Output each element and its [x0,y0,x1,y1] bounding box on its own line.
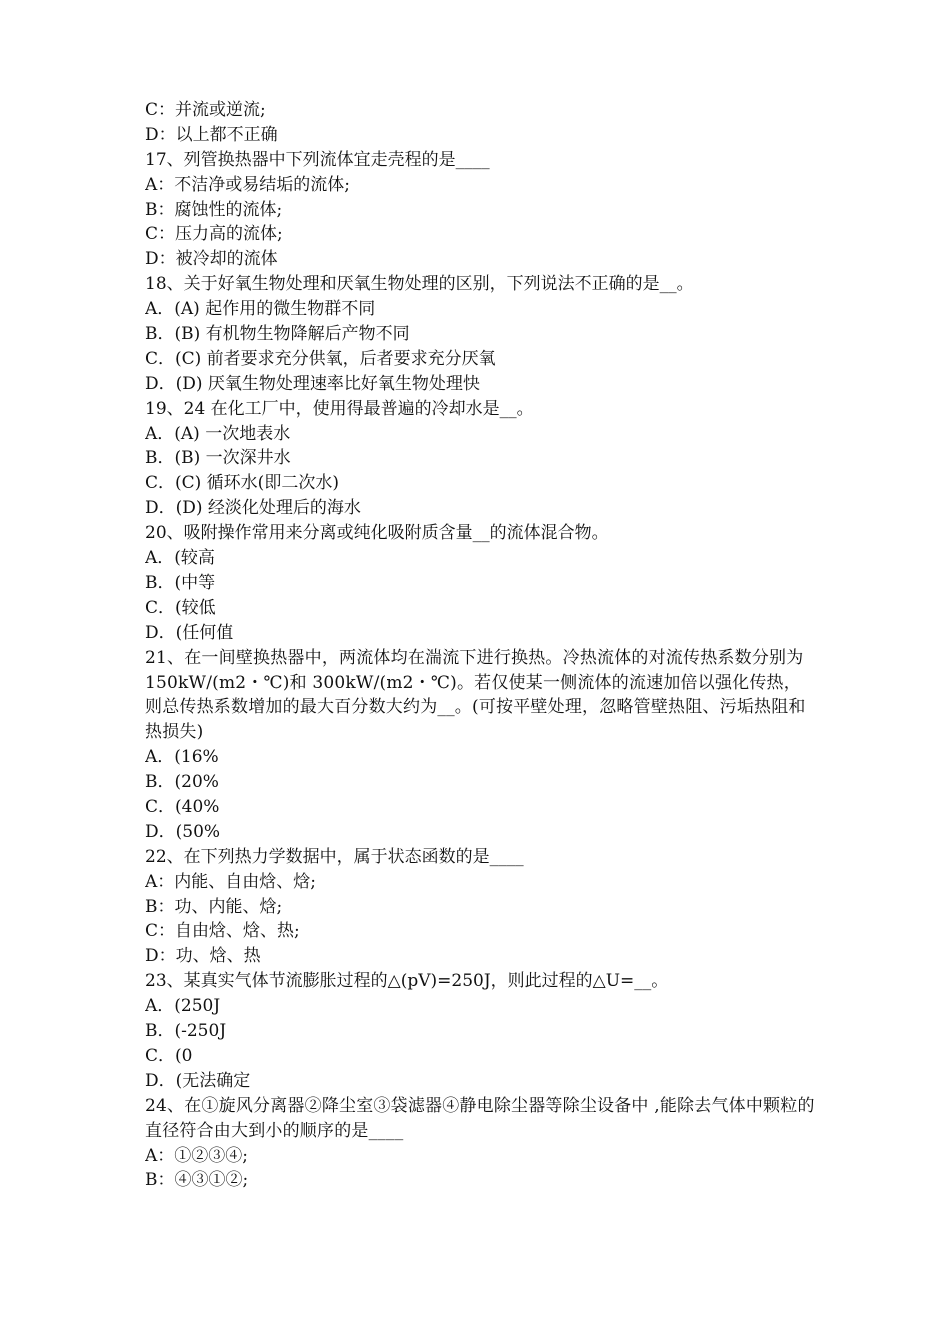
text-line: B：④③①②; [145,1170,249,1191]
text-line: C．(较低 [145,597,216,618]
question-19: 19、24 在化工厂中，使用得最普遍的冷却水是__。 [145,398,534,419]
question-20: 20、吸附操作常用来分离或纯化吸附质含量__的流体混合物。 [145,523,609,544]
text-line: C：压力高的流体; [145,224,283,245]
text-line: A．(16% [145,747,219,768]
text-line: D．(D) 经淡化处理后的海水 [145,498,361,519]
text-line: A．(A) 一次地表水 [145,423,291,444]
question-22: 22、在下列热力学数据中，属于状态函数的是____ [145,846,524,867]
text-line: A．(较高 [145,548,215,569]
text-line: A：不洁净或易结垢的流体; [145,174,351,195]
text-line: C．(0 [145,1045,193,1066]
text-line: D．(任何值 [145,622,234,643]
text-line: B．(B) 一次深井水 [145,448,291,469]
text-line: C．(C) 循环水(即二次水) [145,473,339,494]
text-line: B．(-250J [145,1021,227,1042]
text-line: D：以上都不正确 [145,124,278,145]
text-line: D：被冷却的流体 [145,249,278,270]
text-line: C．(C) 前者要求充分供氧，后者要求充分厌氧 [145,348,496,369]
question-17: 17、列管换热器中下列流体宜走壳程的是____ [145,149,490,170]
text-line: B．(20% [145,772,219,793]
text-line: C．(40% [145,797,220,817]
document-content [145,98,815,1193]
question-24: 24、在①旋风分离器②降尘室③袋滤器④静电除尘器等除尘设备中 ,能除去气体中颗粒的直径符合由大到小的顺序的是____ [145,1095,815,1141]
text-line: A：内能、自由焓、焓; [145,871,317,892]
text-line: C：自由焓、焓、热; [145,921,300,942]
text-line: D．(50% [145,821,221,842]
text-line: B．(B) 有机物生物降解后产物不同 [145,324,410,345]
text-line: B．(中等 [145,572,216,593]
text-line: A：①②③④; [145,1145,249,1166]
text-line: A．(A) 起作用的微生物群不同 [145,299,376,320]
text-line: B：功、内能、焓; [145,896,283,917]
text-line: B：腐蚀性的流体; [145,199,283,220]
question-21: 21、在一间壁换热器中，两流体均在湍流下进行换热。冷热流体的对流传热系数分别为 150kW/(m2・℃)和 300kW/(m2・℃)。若仅使某一侧流体的流速加倍以强化传热，则总传热系数增加的最大百分数大约为__。(可按平壁处理，忽略管壁热阻、污垢热阻和热损失) [145,647,806,743]
text-line: D．(无法确定 [145,1070,251,1091]
question-23: 23、某真实气体节流膨胀过程的△(pV)=250J，则此过程的△U=__。 [145,971,669,992]
text-line: D：功、焓、热 [145,946,261,967]
text-line: D．(D) 厌氧生物处理速率比好氧生物处理快 [145,373,480,394]
text-line: C：并流或逆流; [145,100,266,120]
question-18: 18、关于好氧生物处理和厌氧生物处理的区别，下列说法不正确的是__。 [145,274,694,295]
text-line: A．(250J [145,996,221,1017]
